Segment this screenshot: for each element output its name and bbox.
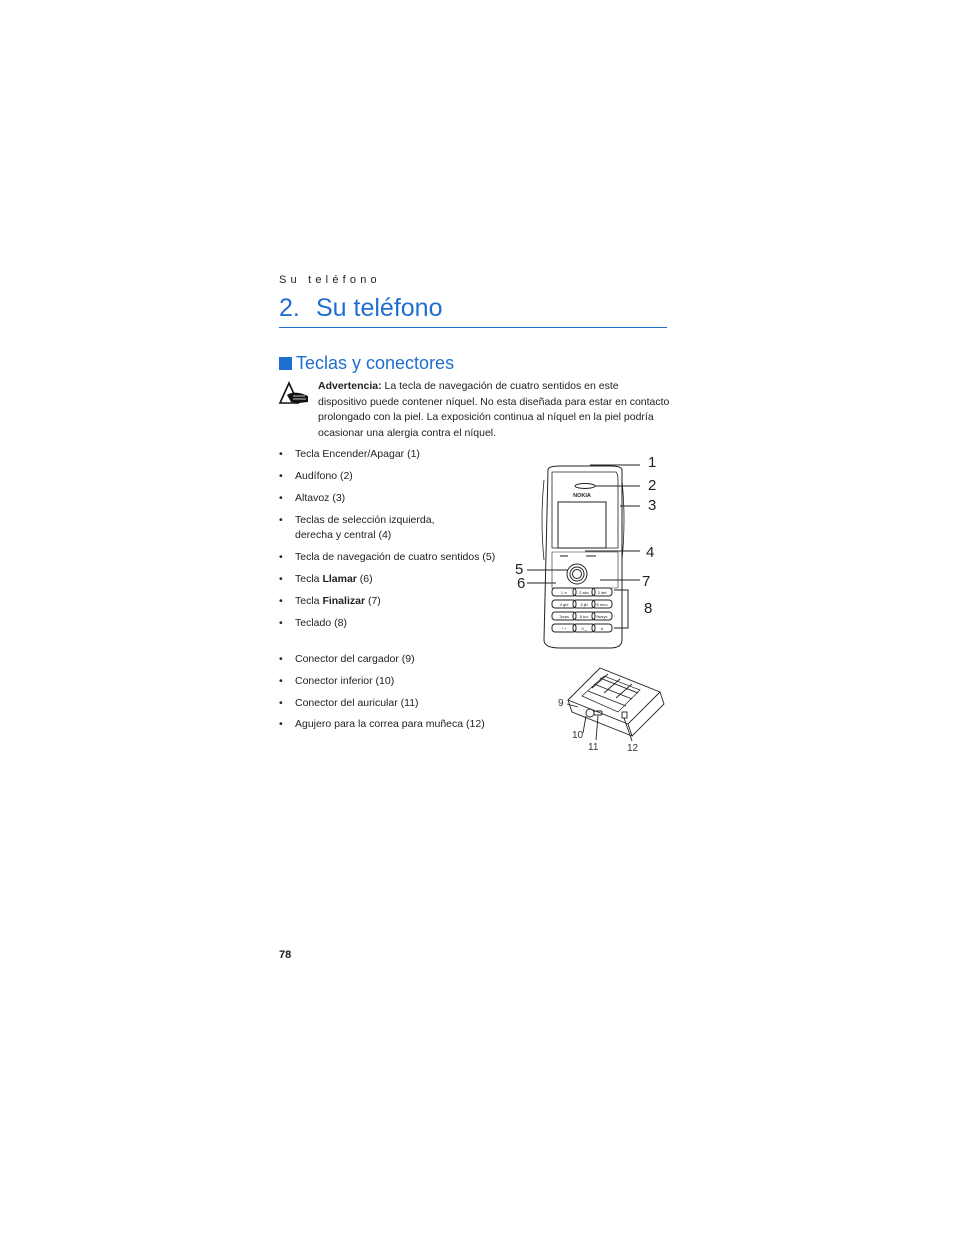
callout-label: 9 <box>558 698 564 709</box>
list-item-text: Tecla de navegación de cuatro sentidos (5) <box>295 551 496 563</box>
callout-label: 6 <box>517 575 526 592</box>
key-label: 8 tuv <box>579 614 589 619</box>
key-label: 7pqrs <box>558 614 570 619</box>
key-label: 0 ⎵ <box>581 626 587 631</box>
callout-label: 5 <box>515 561 524 578</box>
bullet: • <box>279 551 283 563</box>
list-item-text: Tecla Encender/Apagar (1) <box>295 448 420 460</box>
warning-label: Advertencia: <box>318 380 382 392</box>
text-post: (6) <box>356 573 373 585</box>
bullet: • <box>279 595 283 607</box>
text-pre: Tecla <box>295 595 323 607</box>
bullet: • <box>279 718 283 730</box>
page-number: 78 <box>279 949 292 961</box>
callout-label: 11 <box>588 742 599 753</box>
callout-label: 8 <box>644 600 653 617</box>
key-label: 2 abc <box>579 590 589 595</box>
phone-brand: NOKIA <box>573 493 591 499</box>
list-item-text: Teclas de selección izquierda, derecha y central (4) <box>295 514 435 541</box>
list-item-text <box>295 594 515 609</box>
callout-label: 7 <box>642 573 651 590</box>
chapter-title <box>279 294 667 328</box>
list-item-text: Agujero para la correa para muñeca (12) <box>295 718 485 730</box>
list-item-text: Conector inferior (10) <box>295 675 395 687</box>
text-bold: Finalizar <box>322 595 366 607</box>
callout-label: 2 <box>648 477 657 494</box>
key-label: 3 def <box>597 590 607 595</box>
bullet: • <box>279 675 283 687</box>
callout-label: 12 <box>627 743 639 754</box>
bullet: • <box>279 448 283 460</box>
key-label: * + <box>561 626 567 631</box>
section-heading <box>279 353 454 374</box>
bullet: • <box>279 470 283 482</box>
callout-label: 10 <box>572 730 584 741</box>
key-label: 6 mno <box>596 602 608 607</box>
bullet: • <box>279 514 283 526</box>
list-item-text: Conector del auricular (11) <box>295 697 419 709</box>
key-label: 4 ghi <box>559 602 569 607</box>
key-label: 1 ∞ <box>560 590 568 595</box>
key-label: 5 jkl <box>580 602 588 607</box>
chapter-number: 2. <box>279 294 300 322</box>
key-label: 9wxyz <box>596 614 608 619</box>
callout-label: 3 <box>648 497 657 514</box>
warning-text: La tecla de navegación de cuatro sentidos en este dispositivo puede contener níquel. No esta diseñada para estar en contacto prolongado con la piel. La exposición continua al níquel en la piel podría ocasionar una alergia contra el níquel. <box>318 380 670 439</box>
chapter-title-text: Su teléfono <box>316 294 443 322</box>
phone-connectors-diagram <box>550 660 670 760</box>
text-post: (7) <box>365 595 381 607</box>
bullet: • <box>279 573 283 585</box>
bullet: • <box>279 617 283 629</box>
list-item-text: Conector del cargador (9) <box>295 653 415 665</box>
warning-hand-icon <box>279 381 309 405</box>
warning-paragraph <box>318 379 670 441</box>
section-square-icon <box>279 357 292 370</box>
bullet: • <box>279 492 283 504</box>
callout-label: 1 <box>648 454 657 471</box>
list-item-text: Audífono (2) <box>295 470 353 482</box>
list-item-text: Teclado (8) <box>295 617 347 629</box>
section-title: Teclas y conectores <box>296 353 455 373</box>
callout-label: 4 <box>646 544 655 561</box>
text-pre: Tecla <box>295 573 323 585</box>
list-item-text: Altavoz (3) <box>295 492 346 504</box>
phone-front-diagram <box>515 450 670 655</box>
key-label: # <box>600 626 604 631</box>
bullet: • <box>279 697 283 709</box>
list-item-text <box>295 572 515 587</box>
bullet: • <box>279 653 283 665</box>
text-bold: Llamar <box>322 573 357 585</box>
running-head: Su teléfono <box>279 274 381 286</box>
